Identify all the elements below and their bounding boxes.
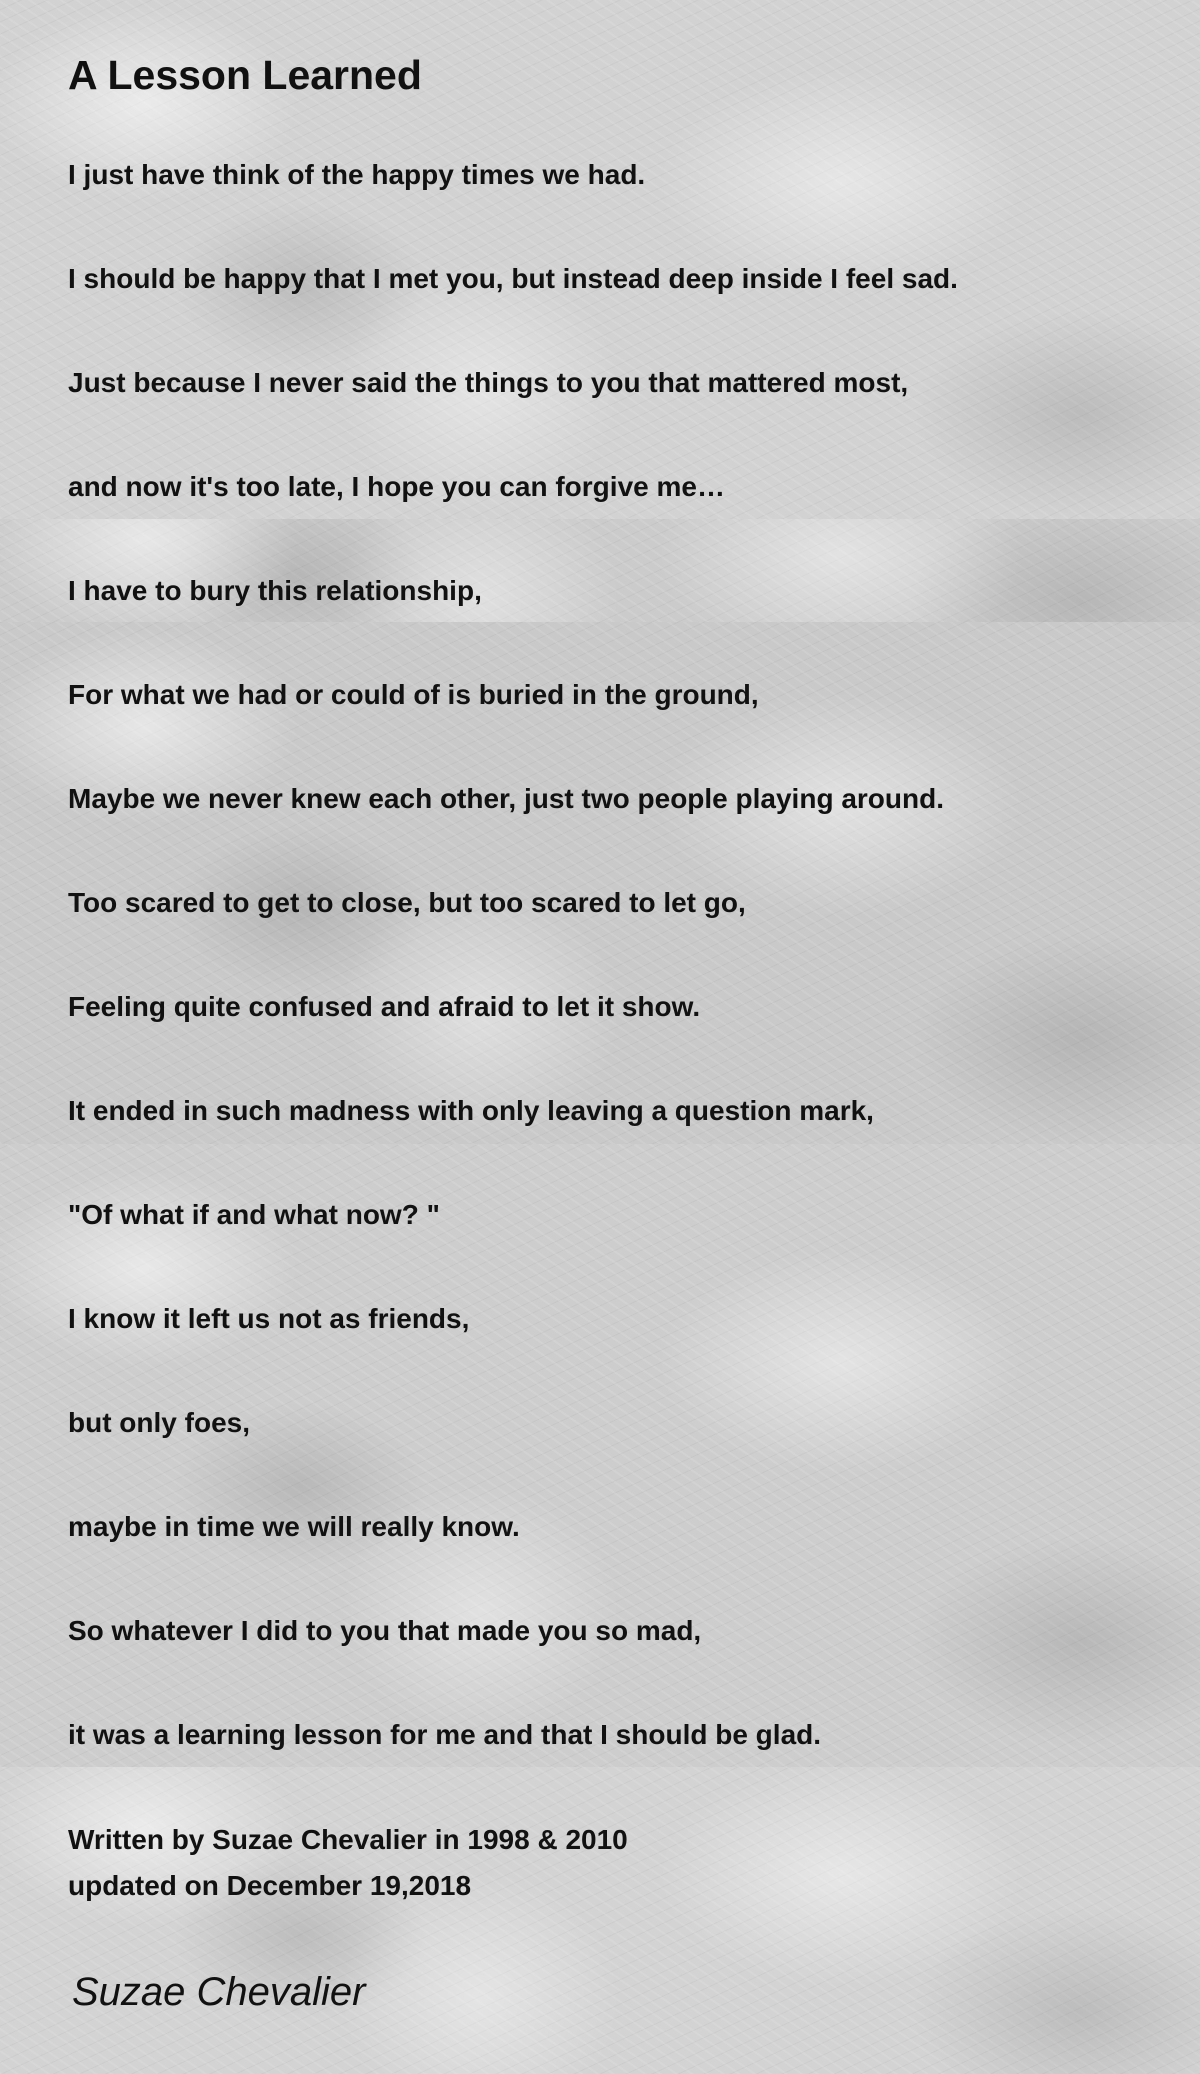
- poem-line: So whatever I did to you that made you so mad,: [68, 1615, 702, 1646]
- poem-line: Feeling quite confused and afraid to let it show.: [68, 991, 701, 1022]
- poem-line: I know it left us not as friends,: [68, 1303, 470, 1334]
- poem-line: I have to bury this relationship,: [68, 575, 482, 606]
- poem-line: Maybe we never knew each other, just two people playing around.: [68, 783, 944, 814]
- poem-line: I just have think of the happy times we had.: [68, 159, 646, 190]
- poem-line: but only foes,: [68, 1407, 250, 1438]
- author-signature: Suzae Chevalier: [72, 1970, 366, 2014]
- poem-line: maybe in time we will really know.: [68, 1511, 520, 1542]
- poem-line: it was a learning lesson for me and that I should be glad.: [68, 1719, 822, 1750]
- poem-line: For what we had or could of is buried in the ground,: [68, 679, 759, 710]
- poem-credits: [68, 1817, 628, 1909]
- poem-line: "Of what if and what now? ": [68, 1199, 440, 1230]
- poem-body: [68, 153, 958, 1817]
- credit-written-by: Written by Suzae Chevalier in 1998 & 2010: [68, 1824, 628, 1855]
- poem-line: Too scared to get to close, but too scared to let go,: [68, 887, 746, 918]
- poem-line: and now it's too late, I hope you can forgive me…: [68, 471, 725, 502]
- poem-line: It ended in such madness with only leaving a question mark,: [68, 1095, 874, 1126]
- credit-updated-on: updated on December 19,2018: [68, 1870, 472, 1901]
- poem-line: Just because I never said the things to you that mattered most,: [68, 367, 909, 398]
- poem-title: A Lesson Learned: [68, 52, 422, 98]
- poem-line: I should be happy that I met you, but instead deep inside I feel sad.: [68, 263, 958, 294]
